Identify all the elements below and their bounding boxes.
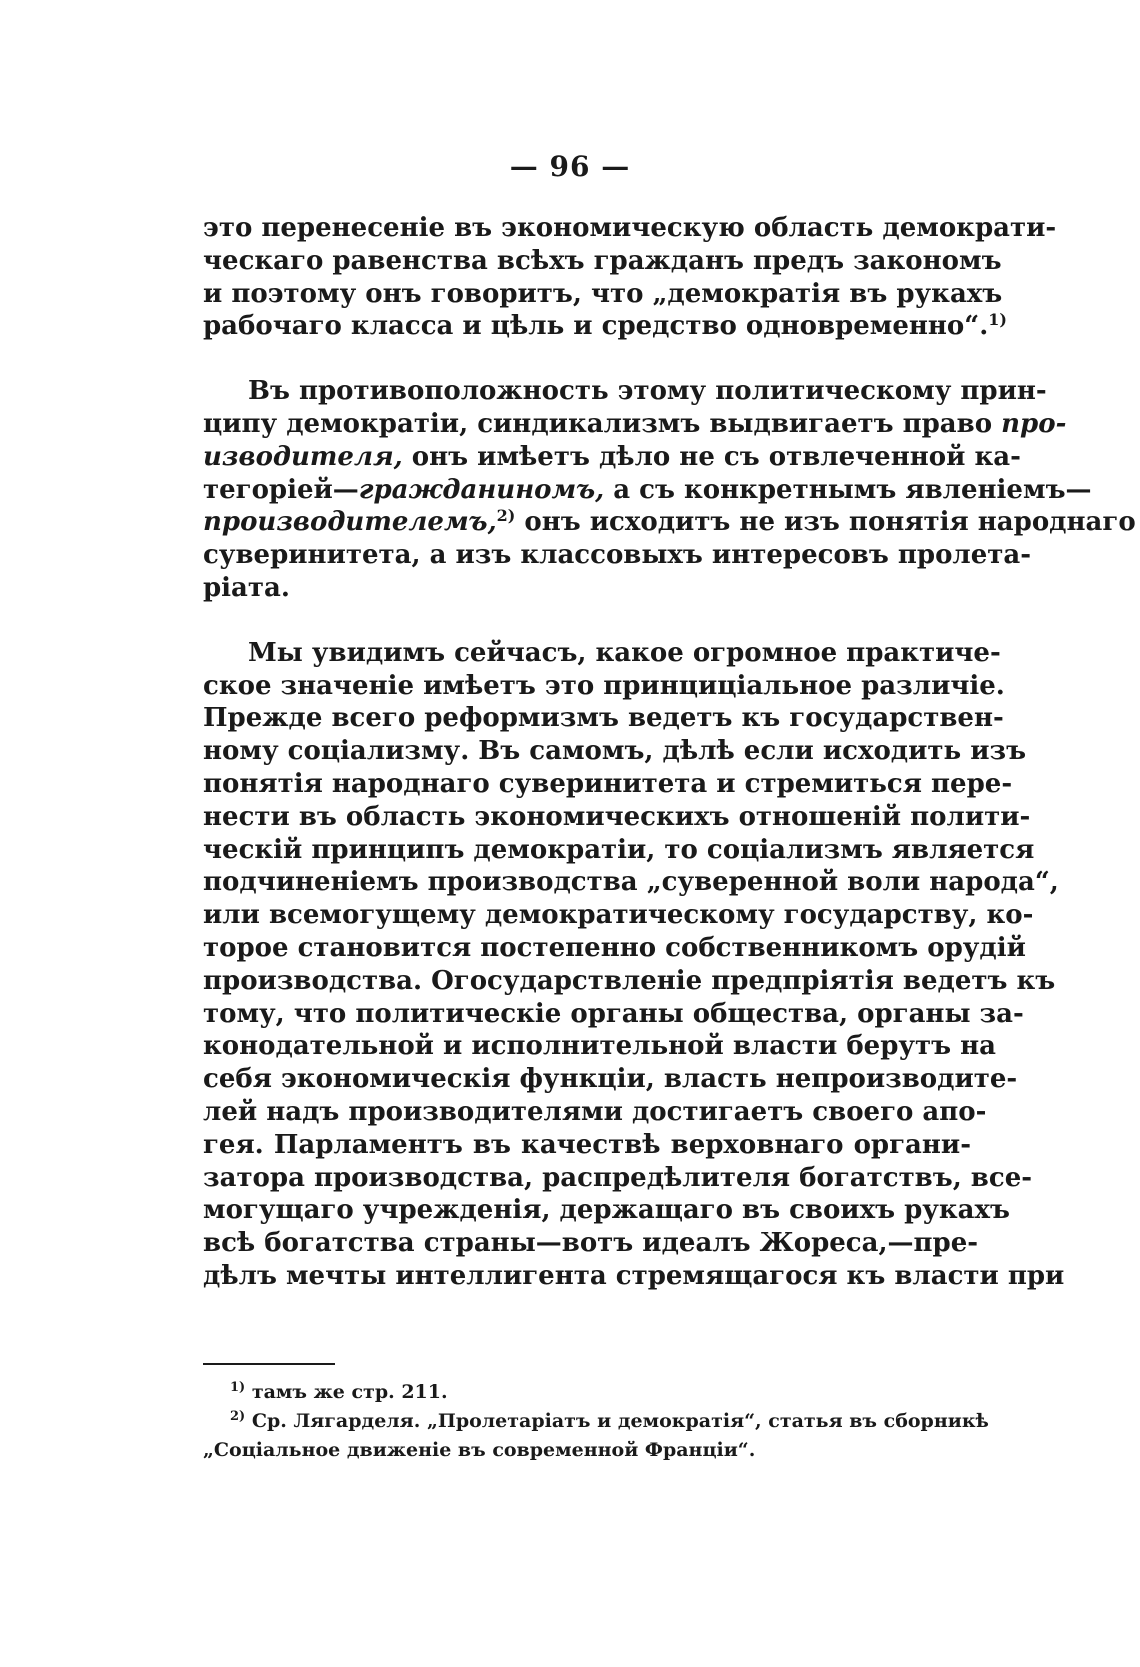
footnote-2 xyxy=(203,1407,989,1436)
text-line: гея. Парламентъ въ качествѣ верховнаго органи- xyxy=(203,1129,971,1160)
text-segment: тегоріей— xyxy=(203,474,359,505)
footnote-divider xyxy=(203,1363,335,1365)
text-segment: ципу демократіи, синдикализмъ выдвигаетъ право xyxy=(203,408,993,439)
text-line: тому, что политическіе органы общества, органы за- xyxy=(203,998,1024,1029)
text-segment: рабочаго класса и цѣль и средство одновременно“. xyxy=(203,311,989,342)
paragraph-2 xyxy=(203,375,1136,605)
footnotes xyxy=(203,1378,989,1465)
footnote-2-continuation: „Соціальное движеніе въ современной Франціи“. xyxy=(203,1439,756,1461)
italic-term: изводителя, xyxy=(203,441,403,472)
text-line: всѣ богатства страны—вотъ идеалъ Жореса,—пре- xyxy=(203,1228,979,1259)
footnote-ref-1: 1) xyxy=(988,310,1007,330)
text-line: или всемогущему демократическому государству, ко- xyxy=(203,900,1034,931)
text-line: ному соціализму. Въ самомъ, дѣлѣ если исходить изъ xyxy=(203,736,1027,767)
text-line: производства. Огосударствленіе предпріятія ведетъ къ xyxy=(203,965,1056,996)
text-line: торое становится постепенно собственникомъ орудій xyxy=(203,932,1026,963)
text-line: ское значеніе имѣетъ это принциціальное различіе. xyxy=(203,670,1005,701)
text-line xyxy=(203,310,1007,343)
text-line: могущаго учрежденія, держащаго въ своихъ рукахъ xyxy=(203,1195,1010,1226)
text-line: суверинитета, а изъ классовыхъ интересовъ пролета- xyxy=(203,540,1032,571)
text-line: Мы увидимъ сейчасъ, какое огромное практиче- xyxy=(248,637,1001,668)
text-segment: онъ имѣетъ дѣло не съ отвлеченной ка- xyxy=(402,441,1021,472)
paragraph-3 xyxy=(203,637,1065,1293)
footnote-text: Ср. Лягарделя. „Пролетаріатъ и демократія“, статья въ сборникѣ xyxy=(245,1410,989,1432)
text-segment: онъ исходитъ не изъ понятія народнаго xyxy=(515,507,1136,538)
footnote-mark: 1) xyxy=(230,1380,246,1395)
text-line: понятія народнаго суверинитета и стремиться пере- xyxy=(203,768,1013,799)
footnote-mark: 2) xyxy=(230,1409,246,1424)
text-line: Въ противоположность этому политическому прин- xyxy=(248,376,1047,407)
italic-term: про- xyxy=(1001,408,1067,439)
text-line: ческаго равенства всѣхъ гражданъ предъ закономъ xyxy=(203,245,1002,276)
text-line xyxy=(203,506,1136,539)
text-line: Прежде всего реформизмъ ведетъ къ государствен- xyxy=(203,703,1004,734)
text-line: конодательной и исполнительной власти берутъ на xyxy=(203,1031,997,1062)
text-segment: а съ конкретнымъ явленіемъ— xyxy=(604,474,1092,505)
text-line: это перенесеніе въ экономическую область демократи- xyxy=(203,213,1057,243)
text-line: нести въ область экономическихъ отношеній полити- xyxy=(203,801,1031,832)
text-line xyxy=(203,474,1092,507)
footnote-text: тамъ же стр. 211. xyxy=(245,1381,448,1403)
text-line: затора производства, распредѣлителя богатствъ, все- xyxy=(203,1162,1033,1193)
body-text xyxy=(203,212,1136,1293)
text-line: ріата. xyxy=(203,572,290,603)
page-number: — 96 — xyxy=(509,150,631,183)
text-line: лей надъ производителями достигаетъ своего апо- xyxy=(203,1096,987,1127)
text-line: подчиненіемъ производства „суверенной воли народа“, xyxy=(203,867,1059,898)
text-line xyxy=(203,441,1021,474)
text-line: и поэтому онъ говоритъ, что „демократія въ рукахъ xyxy=(203,278,1003,309)
text-line: себя экономическія функціи, власть непроизводите- xyxy=(203,1064,1018,1095)
italic-term: производителемъ, xyxy=(203,507,497,538)
footnote-ref-2: 2) xyxy=(496,506,516,526)
footnote-1 xyxy=(203,1378,971,1407)
paragraph-1 xyxy=(203,212,1057,343)
text-line: ческій принципъ демократіи, то соціализмъ является xyxy=(203,834,1035,865)
text-line xyxy=(203,408,1067,441)
italic-term: гражданиномъ, xyxy=(358,474,605,505)
text-line: дѣлъ мечты интеллигента стремящагося къ власти при xyxy=(203,1260,1065,1291)
